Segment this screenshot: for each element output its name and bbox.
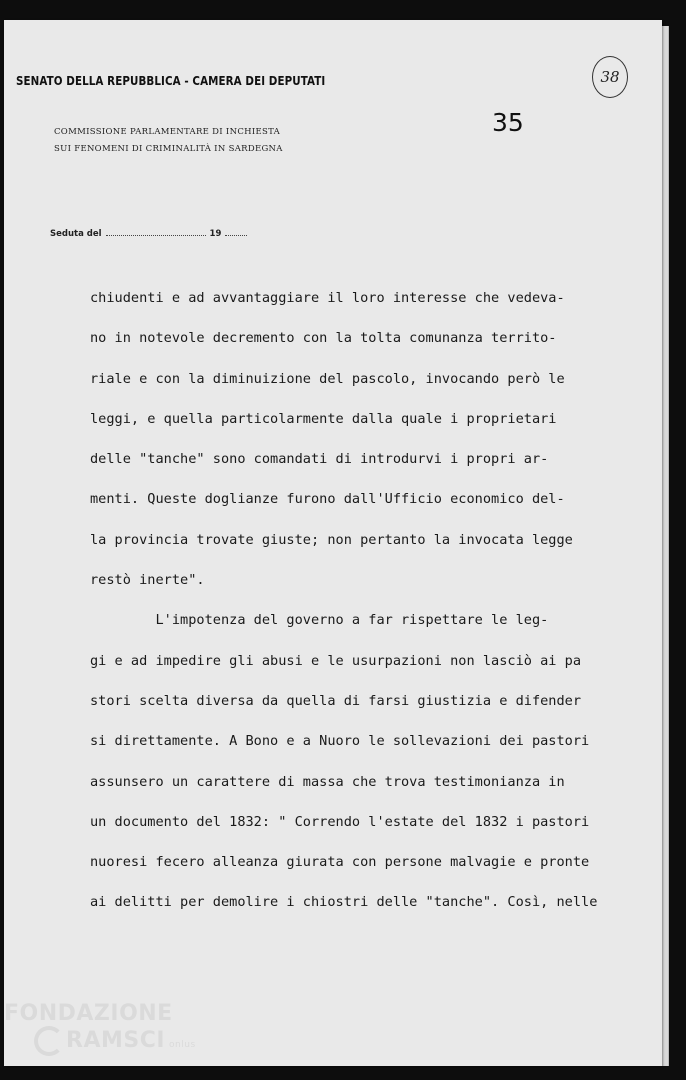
watermark-line-2-text: RAMSCI bbox=[66, 1028, 166, 1053]
body-line: riale e con la diminuizione del pascolo, invocando però le bbox=[90, 370, 565, 387]
gramsci-g-logo-icon bbox=[34, 1026, 64, 1056]
body-line: chiudenti e ad avvantaggiare il loro interesse che vedeva- bbox=[90, 290, 565, 306]
commission-line-1: COMMISSIONE PARLAMENTARE DI INCHIESTA bbox=[54, 127, 281, 137]
document-page bbox=[4, 20, 662, 1066]
watermark-onlus: onlus bbox=[169, 1040, 196, 1050]
archive-number: 38 bbox=[592, 56, 628, 98]
body-line: L'impotenza del governo a far rispettare le leg- bbox=[90, 612, 549, 629]
body-line: nuoresi fecero alleanza giurata con persone malvagie e pronte bbox=[90, 854, 590, 871]
body-line: restò inerte". bbox=[90, 572, 205, 589]
watermark-line-1: FONDAZIONE bbox=[4, 1001, 173, 1026]
date-blank bbox=[106, 227, 206, 236]
body-line: stori scelta diversa da quella di farsi giustizia e difender bbox=[90, 692, 582, 709]
body-line: un documento del 1832: " Correndo l'estate del 1832 i pastori bbox=[90, 813, 590, 830]
institution-heading: SENATO DELLA REPUBBLICA - CAMERA DEI DEPUTATI bbox=[16, 74, 326, 88]
body-line: delle "tanche" sono comandati di introdurvi i propri ar- bbox=[90, 451, 549, 468]
body-line: gi e ad impedire gli abusi e le usurpazioni non lasciò ai pa bbox=[90, 652, 582, 669]
year-prefix: 19 bbox=[209, 229, 222, 239]
watermark-line-2 bbox=[4, 1026, 196, 1058]
body-text bbox=[90, 278, 610, 923]
page-number: 35 bbox=[492, 108, 524, 137]
seduta-label: Seduta del bbox=[50, 229, 102, 239]
body-line: no in notevole decremento con la tolta comunanza territo- bbox=[90, 330, 557, 347]
body-line: leggi, e quella particolarmente dalla quale i proprietari bbox=[90, 410, 557, 427]
body-line: la provincia trovate giuste; non pertanto la invocata legge bbox=[90, 531, 573, 548]
body-line: menti. Queste doglianze furono dall'Ufficio economico del- bbox=[90, 491, 565, 508]
year-blank bbox=[225, 227, 247, 236]
commission-heading bbox=[54, 124, 283, 158]
body-line: ai delitti per demolire i chiostri delle "tanche". Così, nelle bbox=[90, 894, 598, 911]
commission-line-2: SUI FENOMENI DI CRIMINALITÀ IN SARDEGNA bbox=[54, 144, 283, 154]
fondazione-gramsci-watermark bbox=[4, 1002, 196, 1058]
body-line: si direttamente. A Bono e a Nuoro le sollevazioni dei pastori bbox=[90, 733, 590, 750]
seduta-line bbox=[50, 227, 247, 239]
body-line: assunsero un carattere di massa che trova testimonianza in bbox=[90, 773, 565, 790]
